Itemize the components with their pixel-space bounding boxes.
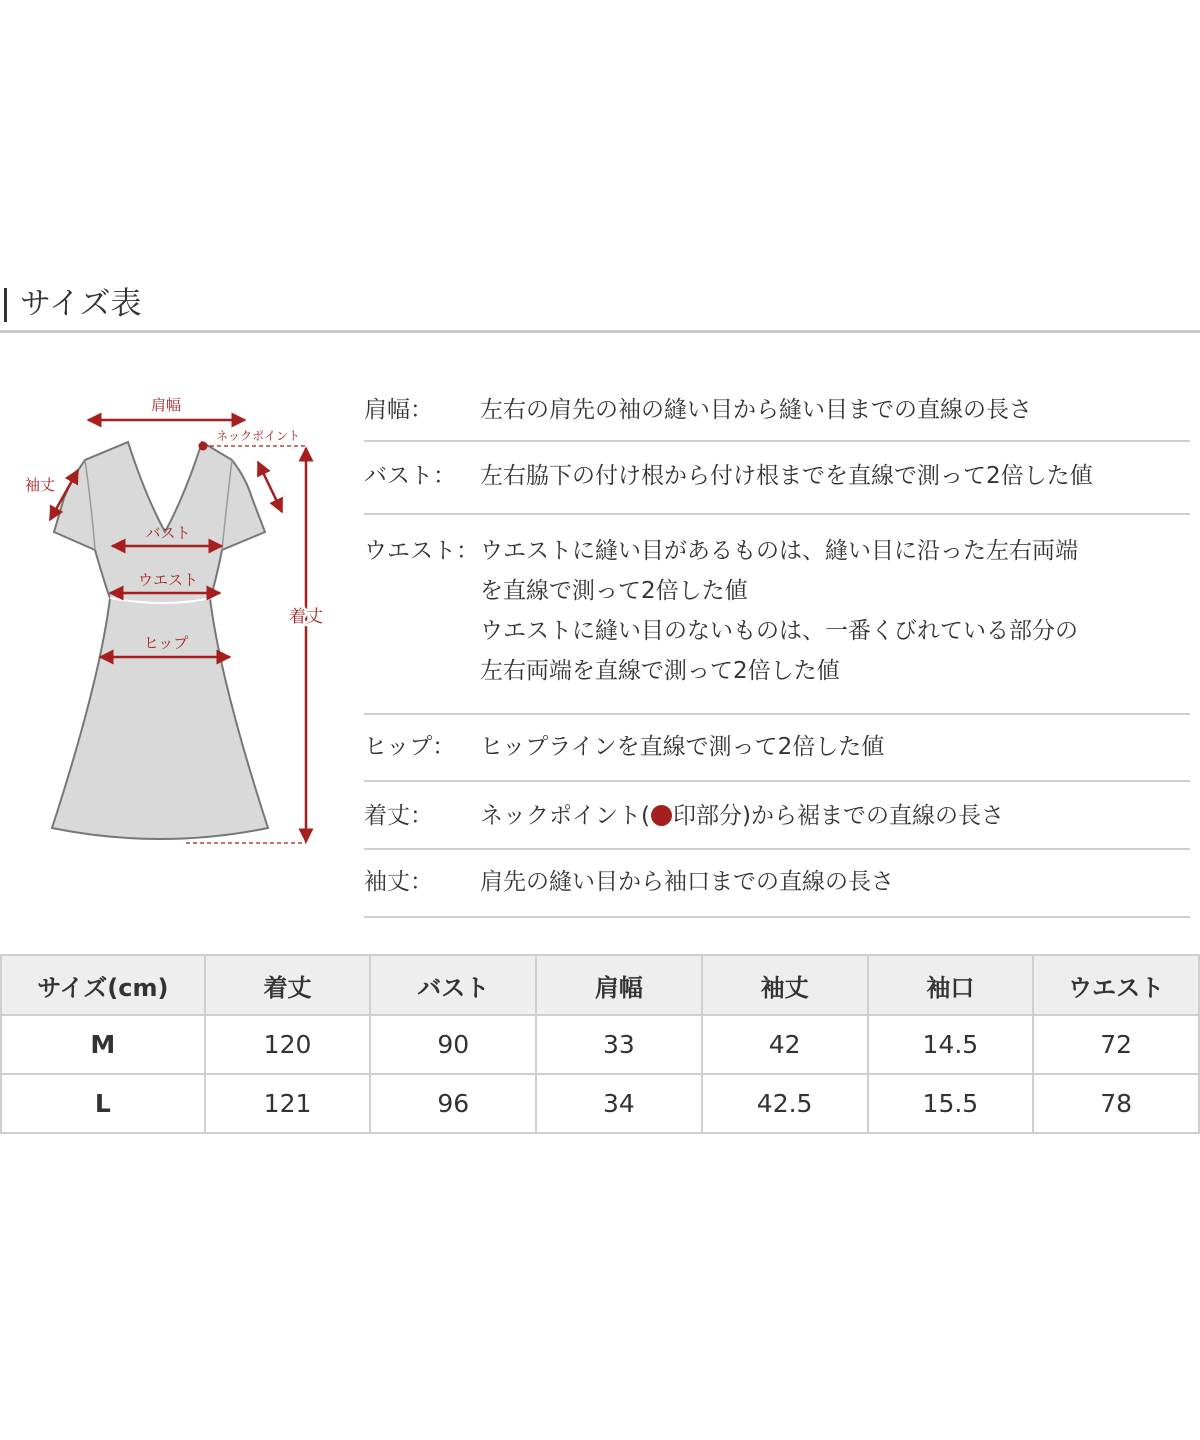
shoulder-label: 肩幅 — [150, 396, 182, 414]
sleeve-arrow-right — [258, 462, 282, 512]
definition-line: 左右の肩先の袖の縫い目から縫い目までの直線の長さ — [480, 397, 1032, 423]
definition-term: バスト： — [364, 463, 456, 489]
definition-line: ウエストに縫い目があるものは、縫い目に沿った左右両端 — [480, 538, 1078, 564]
definition-desc — [480, 531, 1078, 691]
table-row — [1, 1074, 1199, 1133]
column-header: ウエスト — [1033, 955, 1199, 1015]
table-cell: 90 — [370, 1015, 536, 1074]
definition-line: ウエストに縫い目のないものは、一番くびれている部分の — [480, 618, 1078, 644]
table-cell: 121 — [205, 1074, 371, 1133]
table-cell: 120 — [205, 1015, 371, 1074]
bust-label: バスト — [145, 524, 191, 542]
hip-label: ヒップ — [143, 634, 189, 652]
column-header: サイズ(cm) — [1, 955, 205, 1015]
definition-row-bust — [364, 442, 1190, 515]
page-title: サイズ表 — [20, 286, 142, 322]
definition-line: を直線で測って2倍した値 — [480, 578, 748, 604]
definition-text: ネックポイント( — [480, 803, 650, 829]
size-cell: M — [1, 1015, 205, 1074]
definition-line: 肩先の縫い目から袖口までの直線の長さ — [480, 869, 894, 895]
table-cell: 42 — [702, 1015, 868, 1074]
definition-line: 左右脇下の付け根から付け根までを直線で測って2倍した値 — [480, 463, 1093, 489]
table-cell: 15.5 — [868, 1074, 1034, 1133]
neck-point-dot-icon — [651, 805, 672, 826]
definition-line: ヒップラインを直線で測って2倍した値 — [480, 734, 885, 760]
waist-label: ウエスト — [137, 571, 199, 589]
section-header — [0, 278, 1200, 334]
definition-desc — [480, 862, 894, 902]
table-cell: 72 — [1033, 1015, 1199, 1074]
column-header: 着丈 — [205, 955, 371, 1015]
column-header: バスト — [370, 955, 536, 1015]
table-header-row — [1, 955, 1199, 1015]
measurement-definitions — [364, 378, 1190, 918]
dress-illustration — [0, 384, 345, 854]
size-table — [0, 954, 1200, 1134]
definition-row-hip — [364, 715, 1190, 782]
table-row — [1, 1015, 1199, 1074]
definition-term: 袖丈： — [364, 869, 433, 895]
definition-line: 左右両端を直線で測って2倍した値 — [480, 658, 840, 684]
title-divider — [0, 330, 1200, 333]
sleeve-label: 袖丈 — [24, 476, 56, 494]
table-cell: 42.5 — [702, 1074, 868, 1133]
measurement-diagram — [0, 384, 345, 854]
definition-row-length — [364, 782, 1190, 850]
definition-term: 肩幅： — [364, 397, 433, 423]
table-cell: 34 — [536, 1074, 702, 1133]
definition-row-waist — [364, 515, 1190, 715]
definition-term: ヒップ： — [364, 734, 456, 760]
table-cell: 78 — [1033, 1074, 1199, 1133]
table-cell: 33 — [536, 1015, 702, 1074]
column-header: 肩幅 — [536, 955, 702, 1015]
definition-term: ウエスト： — [364, 538, 479, 564]
definition-desc — [480, 390, 1032, 430]
table-cell: 14.5 — [868, 1015, 1034, 1074]
definition-term: 着丈： — [364, 803, 433, 829]
definition-desc — [480, 727, 884, 767]
title-accent-bar — [4, 288, 7, 322]
column-header: 袖口 — [868, 955, 1034, 1015]
length-label: 着丈 — [289, 607, 323, 627]
size-cell: L — [1, 1074, 205, 1133]
definition-row-sleeve — [364, 850, 1190, 918]
neck-point-label: ネックポイント — [215, 429, 301, 443]
definition-text: 印部分)から裾までの直線の長さ — [672, 803, 1004, 829]
definition-desc — [480, 796, 1004, 836]
table-cell: 96 — [370, 1074, 536, 1133]
column-header: 袖丈 — [702, 955, 868, 1015]
definition-desc — [480, 456, 1093, 496]
definition-row-shoulder — [364, 378, 1190, 442]
